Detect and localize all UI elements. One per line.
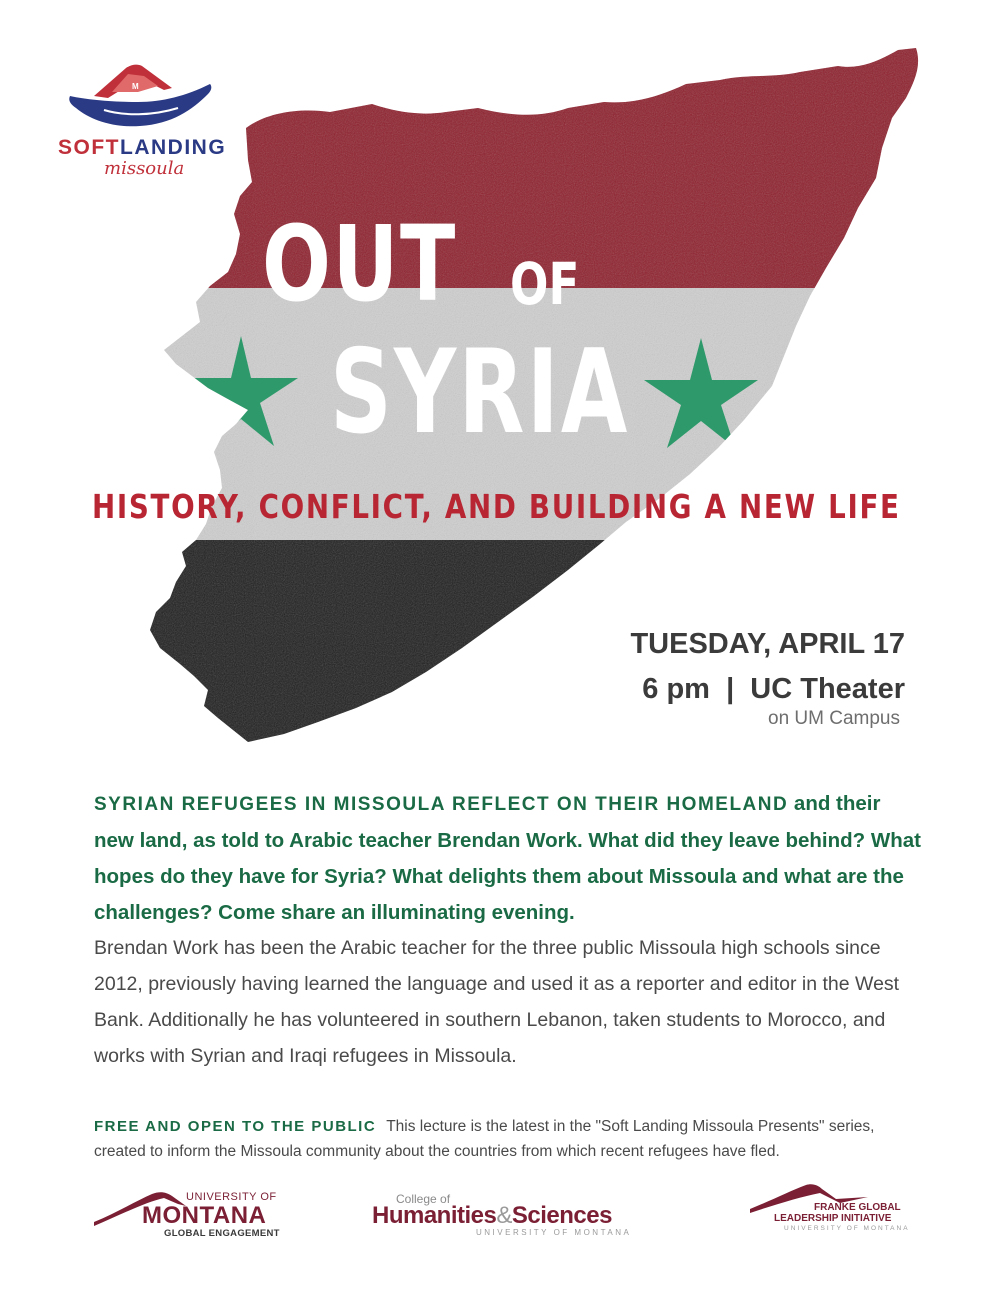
event-location-sub: on UM Campus — [768, 708, 900, 729]
logo-mark-letter: M — [132, 82, 139, 91]
franke-line1: FRANKE GLOBAL — [814, 1202, 901, 1213]
subtitle: HISTORY, CONFLICT, AND BUILDING A NEW LIFE — [92, 487, 901, 526]
chs-sciences: Sciences — [511, 1202, 612, 1229]
free-label: FREE AND OPEN TO THE PUBLIC — [94, 1118, 377, 1135]
intro-paragraph — [94, 786, 924, 931]
chs-big-text — [372, 1202, 612, 1230]
logo-word-landing: LANDING — [120, 136, 227, 159]
college-humanities-sciences-logo — [370, 1192, 650, 1242]
logo-word-soft: SOFT — [58, 136, 120, 159]
intro-caps: SYRIAN REFUGEES IN MISSOULA REFLECT ON THEIR HOMELAND — [94, 794, 789, 815]
franke-global-leadership-logo — [748, 1183, 918, 1238]
intro-rest: and their new land, as told to Arabic teacher Brendan Work. What did they leave behind? What hopes do they have for Syria? What delights them about Missoula and what are the challenges? Come share an illuminating evening. — [94, 792, 921, 924]
free-paragraph — [94, 1114, 924, 1164]
franke-sub: UNIVERSITY OF MONTANA — [784, 1225, 910, 1232]
event-date: TUESDAY, APRIL 17 — [630, 628, 905, 660]
title-syria: SYRIA — [330, 325, 630, 460]
event-time-location: 6 pm | UC Theater — [642, 673, 905, 705]
chs-humanities: Humanities — [372, 1202, 497, 1229]
chs-ampersand: & — [496, 1202, 512, 1229]
um-big-text: MONTANA — [142, 1202, 267, 1229]
um-sub-text: GLOBAL ENGAGEMENT — [164, 1228, 280, 1239]
title-of: OF — [510, 250, 580, 318]
soft-landing-logo-icon — [68, 62, 218, 134]
free-text: This lecture is the latest in the "Soft Landing Missoula Presents" series, created to inform the Missoula community about the countries from which recent refugees have fled. — [94, 1118, 875, 1160]
um-global-engagement-logo — [94, 1188, 294, 1248]
um-small-text: UNIVERSITY OF — [186, 1191, 277, 1203]
chs-sub-text: UNIVERSITY OF MONTANA — [476, 1228, 632, 1237]
chs-small-text: College of — [396, 1192, 451, 1206]
bio-paragraph: Brendan Work has been the Arabic teacher for the three public Missoula high schools since 2012, previously having learned the language and used it as a reporter and editor in the West Bank. Additionally he has volunteered in southern Lebanon, taken students to Morocco, and works with Syrian and Iraqi refugees in Missoula. — [94, 937, 900, 1067]
logo-script-missoula: missoula — [104, 158, 185, 179]
soft-landing-wordmark — [58, 137, 226, 158]
title-out: OUT — [262, 203, 457, 325]
franke-line2: LEADERSHIP INITIATIVE — [774, 1213, 892, 1224]
